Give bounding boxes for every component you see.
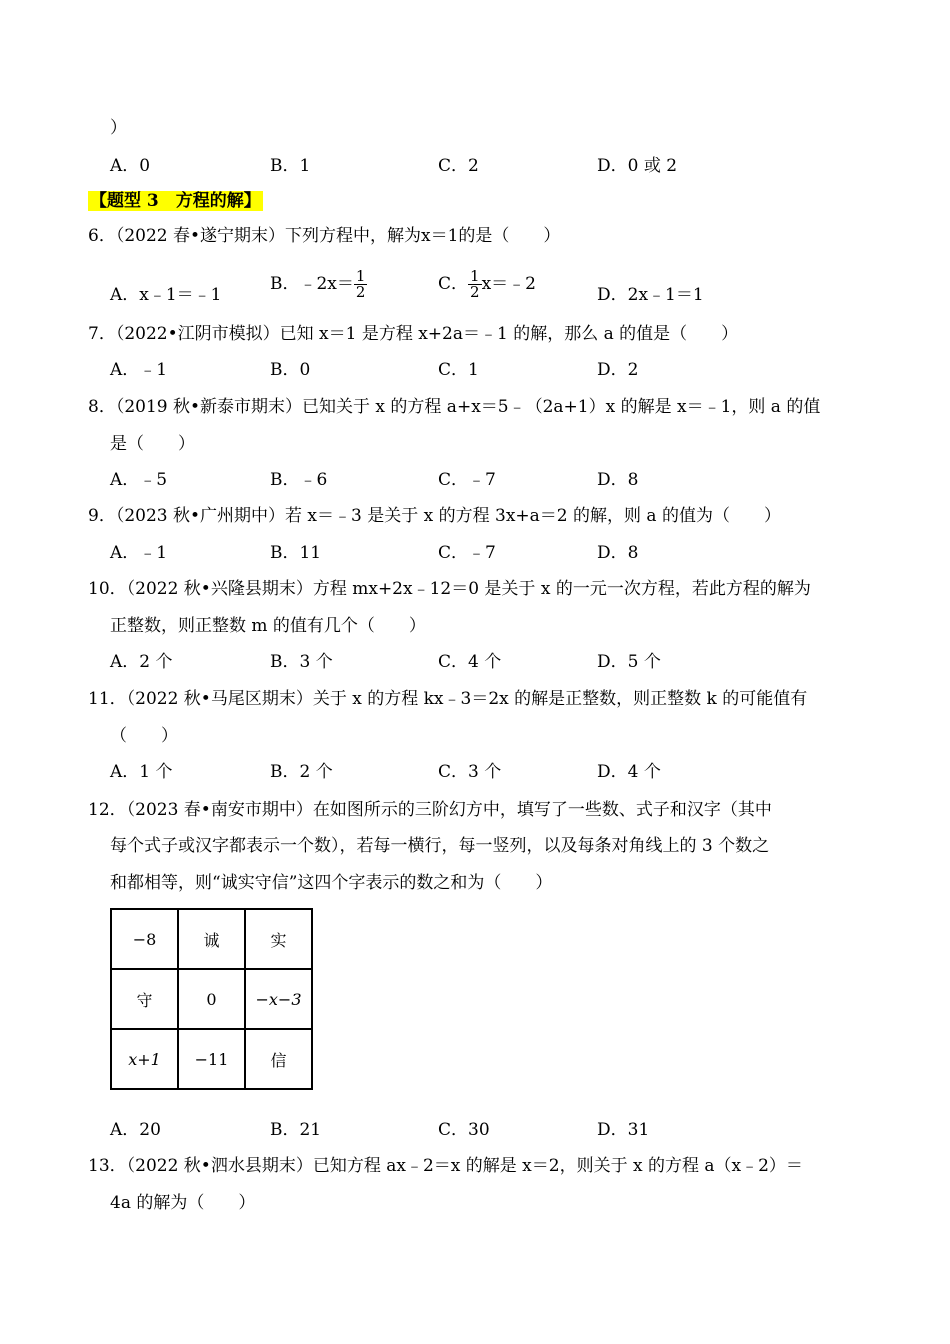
magic-square-grid (110, 908, 313, 1090)
q5-option-d: D．0 或 2 (597, 156, 678, 176)
q9-option-d: D．8 (597, 543, 639, 563)
grid-cell: −11 (178, 1029, 245, 1089)
q10-stem-line2: 正整数，则正整数 m 的值有几个（ ） (110, 616, 426, 636)
q6-option-c-pre: C． (438, 274, 469, 294)
q7-option-c: C．1 (438, 360, 479, 380)
q12-stem-line1: 12．（2023 春•南安市期中）在如图所示的三阶幻方中，填写了一些数、式子和汉字（其中 (88, 800, 772, 820)
fraction-numerator: 1 (470, 267, 480, 285)
q8-stem-line2: 是（ ） (110, 434, 195, 454)
q9-option-b: B．11 (270, 543, 322, 563)
q7-option-d: D．2 (597, 360, 639, 380)
grid-cell: x+1 (111, 1029, 178, 1089)
q6-suffix: 的是（ ） (458, 226, 561, 246)
q8-option-c: C．﹣7 (438, 470, 496, 490)
q6-option-c-post: x＝﹣2 (481, 274, 536, 294)
q9-option-a: A．﹣1 (110, 543, 168, 563)
q5-option-b: B．1 (270, 156, 311, 176)
fraction-denominator: 2 (470, 283, 480, 301)
q9-option-c: C．﹣7 (438, 543, 496, 563)
q11-option-d: D．4 个 (597, 762, 661, 782)
grid-cell: −8 (111, 909, 178, 969)
q10-option-d: D．5 个 (597, 652, 661, 672)
grid-row (111, 1029, 312, 1089)
q10-option-a: A．2 个 (110, 652, 173, 672)
q6-stem (88, 225, 560, 247)
q13-stem-line1: 13．（2022 秋•泗水县期末）已知方程 ax﹣2＝x 的解是 x＝2，则关于 x 的方程 a（x﹣2）＝ (88, 1156, 803, 1176)
q7-option-a: A．﹣1 (110, 360, 168, 380)
q11-stem-line1: 11．（2022 秋•马尾区期末）关于 x 的方程 kx﹣3＝2x 的解是正整数，则正整数 k 的可能值有 (88, 689, 808, 709)
q12-option-b: B．21 (270, 1120, 322, 1140)
grid-row (111, 969, 312, 1029)
q8-option-a: A．﹣5 (110, 470, 168, 490)
q8-option-d: D．8 (597, 470, 639, 490)
q6-option-c (438, 262, 536, 306)
grid-row (111, 909, 312, 969)
q11-option-b: B．2 个 (270, 762, 333, 782)
q6-eq: x＝1 (421, 226, 459, 246)
q6-option-d: D．2x﹣1＝1 (597, 285, 704, 305)
q11-option-c: C．3 个 (438, 762, 502, 782)
q6-option-c-fraction (468, 269, 482, 300)
q10-stem-line1: 10．（2022 秋•兴隆县期末）方程 mx+2x﹣12＝0 是关于 x 的一元一次方程，若此方程的解为 (88, 579, 811, 599)
q8-option-b: B．﹣6 (270, 470, 328, 490)
q6-option-b (270, 262, 367, 306)
grid-cell: 0 (178, 969, 245, 1029)
q11-option-a: A．1 个 (110, 762, 173, 782)
q6-option-b-pre: B．﹣2x＝ (270, 274, 354, 294)
q13-stem-line2: 4a 的解为（ ） (110, 1193, 256, 1213)
grid-cell: 信 (245, 1029, 312, 1089)
q8-stem-line1: 8．（2019 秋•新泰市期末）已知关于 x 的方程 a+x＝5﹣（2a+1）x 的解是 x＝﹣1，则 a 的值 (88, 397, 821, 417)
q12-option-c: C．30 (438, 1120, 490, 1140)
q5-option-c: C．2 (438, 156, 479, 176)
q12-option-a: A．20 (110, 1120, 161, 1140)
q11-stem-line2: （ ） (110, 726, 178, 746)
q7-option-b: B．0 (270, 360, 311, 380)
q12-stem-line3: 和都相等，则“诚实守信”这四个字表示的数之和为（ ） (110, 873, 553, 893)
q12-stem-line2: 每个式子或汉字都表示一个数），若每一横行，每一竖列，以及每条对角线上的 3 个数之 (110, 836, 770, 856)
section-heading: 【题型 3 方程的解】 (90, 191, 261, 211)
q6-option-a: A．x﹣1＝﹣1 (110, 285, 222, 305)
q10-option-b: B．3 个 (270, 652, 333, 672)
q12-option-d: D．31 (597, 1120, 650, 1140)
q6-option-b-fraction (354, 269, 368, 300)
fraction-denominator: 2 (355, 283, 366, 301)
q5-paren: ） (110, 118, 127, 138)
grid-cell: −x−3 (245, 969, 312, 1029)
q7-stem: 7．（2022•江阴市模拟）已知 x＝1 是方程 x+2a＝﹣1 的解，那么 a 的值是（ ） (88, 324, 739, 344)
grid-cell: 诚 (178, 909, 245, 969)
q10-option-c: C．4 个 (438, 652, 502, 672)
q6-prefix: 6．（2022 春•遂宁期末）下列方程中，解为 (88, 226, 422, 246)
q5-option-a: A．0 (110, 156, 151, 176)
fraction-numerator: 1 (355, 267, 366, 285)
grid-cell: 守 (111, 969, 178, 1029)
q9-stem: 9．（2023 秋•广州期中）若 x＝﹣3 是关于 x 的方程 3x+a＝2 的解，则 a 的值为（ ） (88, 506, 781, 526)
grid-cell: 实 (245, 909, 312, 969)
